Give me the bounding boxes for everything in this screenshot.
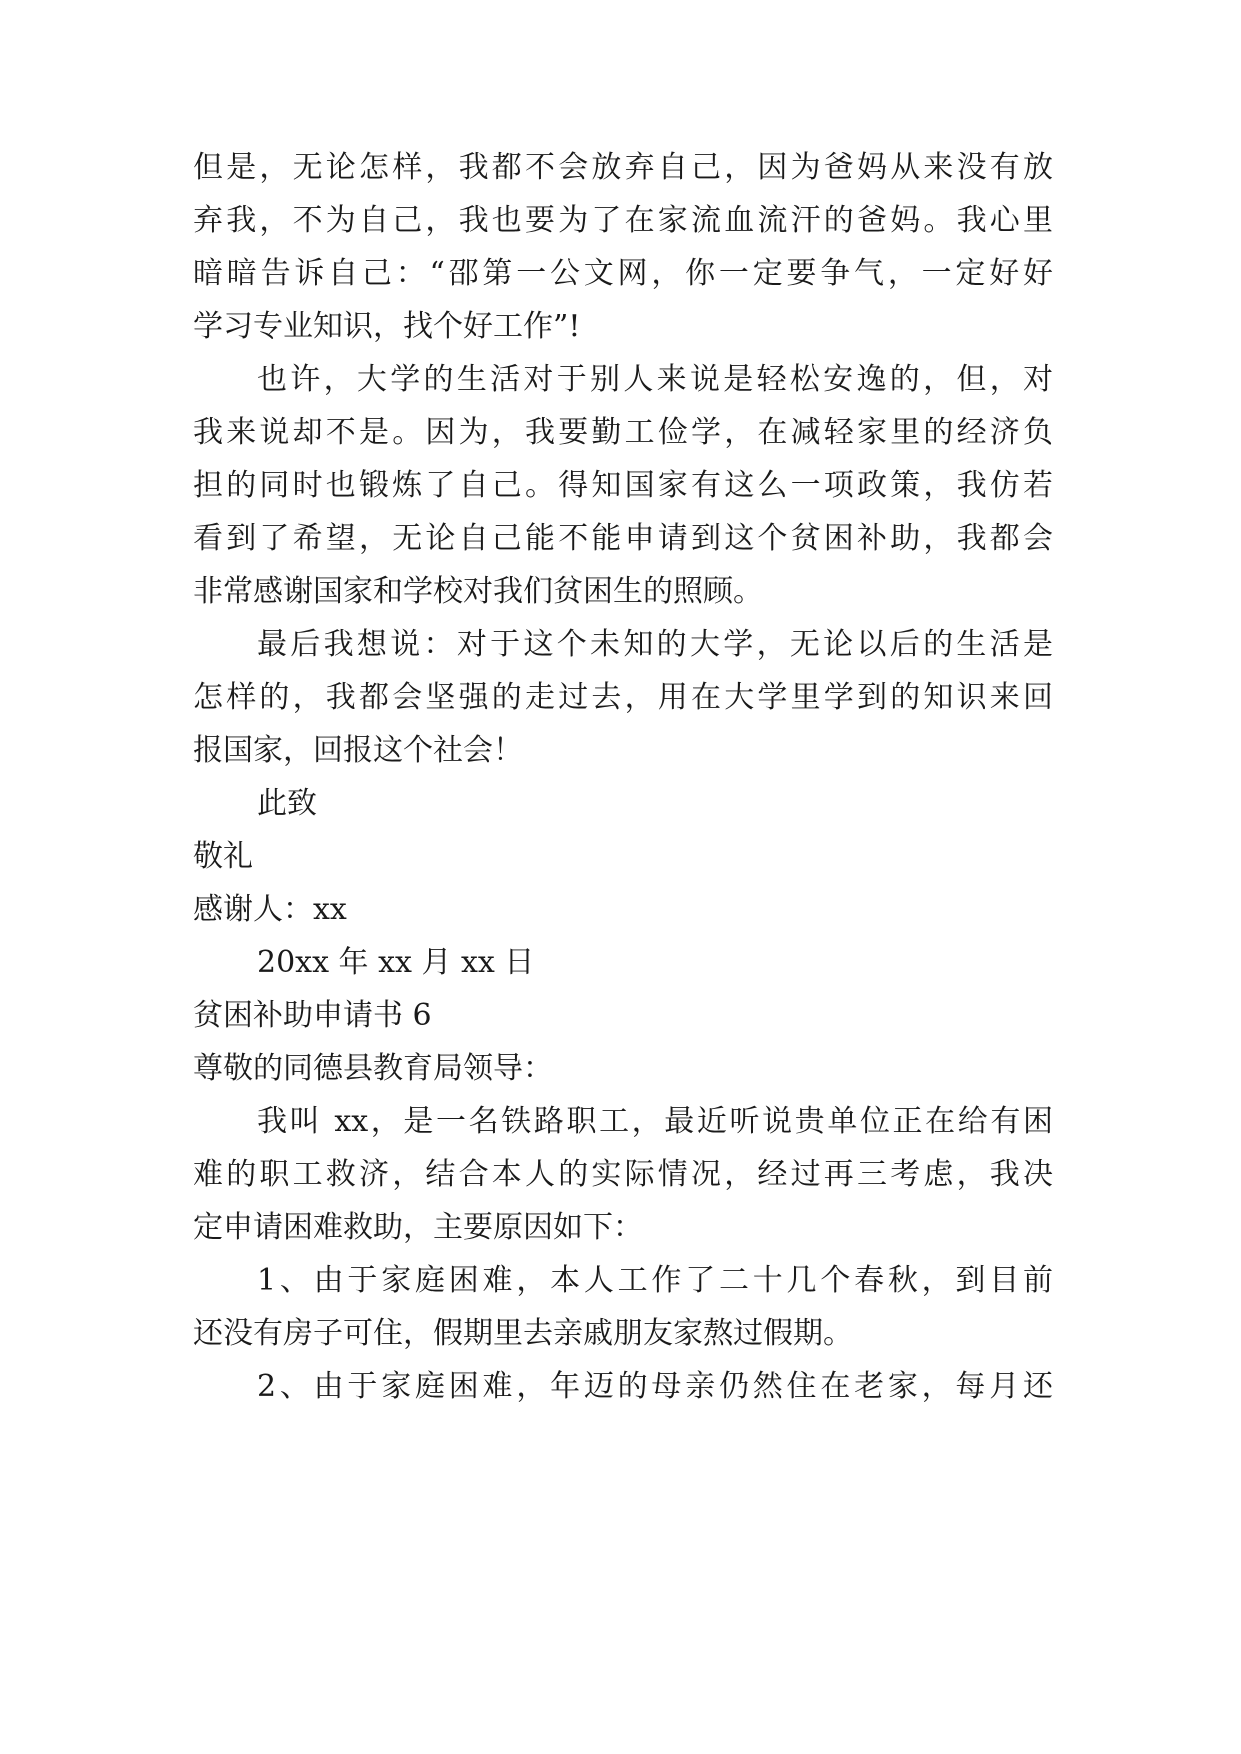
date-line: 20xx 年 xx 月 xx 日 [257, 945, 535, 980]
text-line: 弃我，不为自己，我也要为了在家流血流汗的爸妈。我心里 [193, 203, 1053, 238]
closing-salutation: 此致 [257, 786, 317, 821]
text-line: 定申请困难救助，主要原因如下： [193, 1210, 643, 1245]
text-line: 但是，无论怎样，我都不会放弃自己，因为爸妈从来没有放 [193, 150, 1053, 185]
text-line: 学习专业知识，找个好工作”! [193, 309, 581, 344]
list-item-first-line: 1、由于家庭困难，本人工作了二十几个春秋，到目前 [257, 1263, 1053, 1298]
closing-regards: 敬礼 [193, 839, 253, 874]
text-line: 非常感谢国家和学校对我们贫困生的照顾。 [193, 574, 763, 609]
letter-greeting: 尊敬的同德县教育局领导： [193, 1051, 553, 1086]
list-item-first-line: 2、由于家庭困难，年迈的母亲仍然住在老家，每月还 [257, 1369, 1053, 1404]
signature-line: 感谢人：xx [193, 892, 347, 927]
paragraph-first-line: 也许，大学的生活对于别人来说是轻松安逸的，但，对 [257, 362, 1053, 397]
text-line: 报国家，回报这个社会！ [193, 733, 523, 768]
text-line: 还没有房子可住，假期里去亲戚朋友家熬过假期。 [193, 1316, 853, 1351]
text-line: 暗暗告诉自己：“邵第一公文网，你一定要争气，一定好好 [193, 256, 1053, 291]
text-line: 担的同时也锻炼了自己。得知国家有这么一项政策，我仿若 [193, 468, 1053, 503]
text-line: 看到了希望，无论自己能不能申请到这个贫困补助，我都会 [193, 521, 1053, 556]
section-title: 贫困补助申请书 6 [193, 998, 432, 1033]
paragraph-first-line: 最后我想说：对于这个未知的大学，无论以后的生活是 [257, 627, 1053, 662]
paragraph-first-line: 我叫 xx，是一名铁路职工，最近听说贵单位正在给有困 [257, 1104, 1053, 1139]
text-line: 难的职工救济，结合本人的实际情况，经过再三考虑，我决 [193, 1157, 1053, 1192]
text-line: 我来说却不是。因为，我要勤工俭学，在减轻家里的经济负 [193, 415, 1053, 450]
text-line: 怎样的，我都会坚强的走过去，用在大学里学到的知识来回 [193, 680, 1053, 715]
